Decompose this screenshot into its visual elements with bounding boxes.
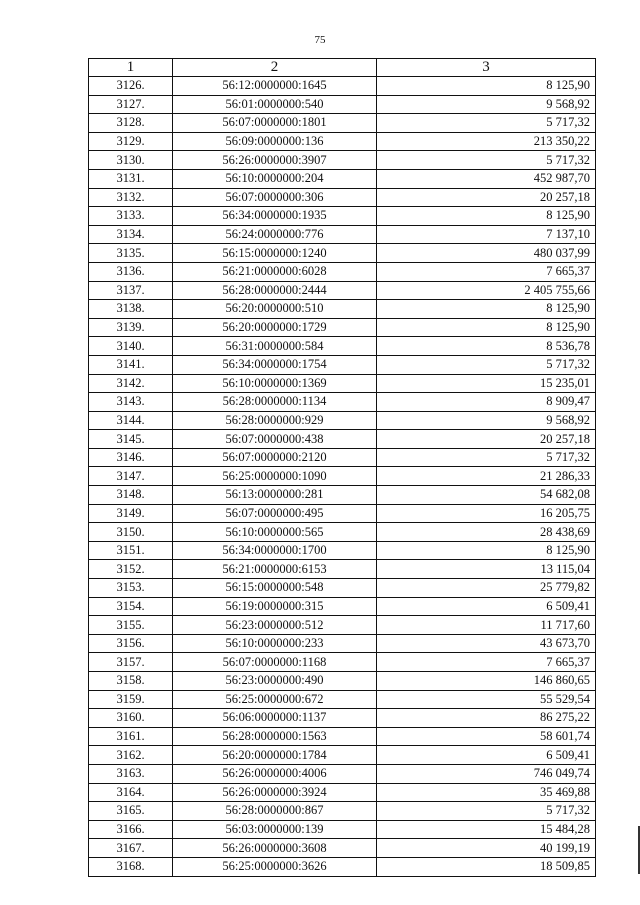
cadastral-number: 56:31:0000000:584	[173, 337, 377, 356]
table-row	[89, 244, 596, 263]
row-number: 3131.	[89, 169, 173, 188]
cadastral-number: 56:12:0000000:1645	[173, 77, 377, 96]
table-row	[89, 355, 596, 374]
value-amount: 213 350,22	[377, 132, 596, 151]
value-amount: 5 717,32	[377, 355, 596, 374]
table-row	[89, 132, 596, 151]
value-amount: 746 049,74	[377, 764, 596, 783]
value-amount: 8 536,78	[377, 337, 596, 356]
table-row	[89, 207, 596, 226]
value-amount: 452 987,70	[377, 169, 596, 188]
table-row	[89, 430, 596, 449]
row-number: 3166.	[89, 820, 173, 839]
cadastral-number: 56:19:0000000:315	[173, 597, 377, 616]
table-row	[89, 634, 596, 653]
cadastral-number: 56:21:0000000:6153	[173, 560, 377, 579]
cadastral-number: 56:24:0000000:776	[173, 225, 377, 244]
table-row	[89, 262, 596, 281]
table-row	[89, 802, 596, 821]
table-row	[89, 653, 596, 672]
value-amount: 35 469,88	[377, 783, 596, 802]
table-row	[89, 709, 596, 728]
cadastral-number: 56:07:0000000:1801	[173, 114, 377, 133]
cadastral-number: 56:34:0000000:1700	[173, 541, 377, 560]
table-row	[89, 727, 596, 746]
row-number: 3148.	[89, 486, 173, 505]
value-amount: 20 257,18	[377, 188, 596, 207]
value-amount: 5 717,32	[377, 802, 596, 821]
table-row	[89, 616, 596, 635]
cadastral-number: 56:25:0000000:3626	[173, 857, 377, 876]
row-number: 3156.	[89, 634, 173, 653]
row-number: 3147.	[89, 467, 173, 486]
value-amount: 6 509,41	[377, 746, 596, 765]
table-row	[89, 77, 596, 96]
row-number: 3167.	[89, 839, 173, 858]
table-row	[89, 504, 596, 523]
value-amount: 13 115,04	[377, 560, 596, 579]
cadastral-number: 56:28:0000000:1563	[173, 727, 377, 746]
row-number: 3163.	[89, 764, 173, 783]
cadastral-number: 56:07:0000000:306	[173, 188, 377, 207]
row-number: 3135.	[89, 244, 173, 263]
cadastral-number: 56:15:0000000:548	[173, 579, 377, 598]
cadastral-number: 56:09:0000000:136	[173, 132, 377, 151]
table-row	[89, 783, 596, 802]
table-row	[89, 597, 596, 616]
row-number: 3141.	[89, 355, 173, 374]
value-amount: 5 717,32	[377, 114, 596, 133]
value-amount: 7 137,10	[377, 225, 596, 244]
value-amount: 8 125,90	[377, 207, 596, 226]
value-amount: 21 286,33	[377, 467, 596, 486]
cadastral-number: 56:07:0000000:438	[173, 430, 377, 449]
cadastral-number: 56:23:0000000:512	[173, 616, 377, 635]
cadastral-number: 56:34:0000000:1754	[173, 355, 377, 374]
cadastral-number: 56:26:0000000:3924	[173, 783, 377, 802]
value-amount: 7 665,37	[377, 653, 596, 672]
cadastral-number: 56:28:0000000:1134	[173, 393, 377, 412]
value-amount: 6 509,41	[377, 597, 596, 616]
row-number: 3164.	[89, 783, 173, 802]
row-number: 3160.	[89, 709, 173, 728]
cadastral-number: 56:03:0000000:139	[173, 820, 377, 839]
value-amount: 9 568,92	[377, 411, 596, 430]
value-amount: 2 405 755,66	[377, 281, 596, 300]
table-row	[89, 541, 596, 560]
table-row	[89, 95, 596, 114]
cadastral-number: 56:25:0000000:672	[173, 690, 377, 709]
row-number: 3168.	[89, 857, 173, 876]
value-amount: 40 199,19	[377, 839, 596, 858]
value-amount: 15 235,01	[377, 374, 596, 393]
table-row	[89, 393, 596, 412]
row-number: 3155.	[89, 616, 173, 635]
value-amount: 7 665,37	[377, 262, 596, 281]
cadastral-number: 56:25:0000000:1090	[173, 467, 377, 486]
cadastral-table	[88, 58, 596, 877]
table-row	[89, 374, 596, 393]
table-row	[89, 151, 596, 170]
row-number: 3128.	[89, 114, 173, 133]
row-number: 3162.	[89, 746, 173, 765]
row-number: 3161.	[89, 727, 173, 746]
row-number: 3143.	[89, 393, 173, 412]
cadastral-number: 56:15:0000000:1240	[173, 244, 377, 263]
value-amount: 8 125,90	[377, 300, 596, 319]
cadastral-number: 56:10:0000000:1369	[173, 374, 377, 393]
cadastral-number: 56:13:0000000:281	[173, 486, 377, 505]
value-amount: 25 779,82	[377, 579, 596, 598]
row-number: 3134.	[89, 225, 173, 244]
cadastral-number: 56:26:0000000:4006	[173, 764, 377, 783]
cadastral-number: 56:10:0000000:233	[173, 634, 377, 653]
row-number: 3145.	[89, 430, 173, 449]
cadastral-number: 56:28:0000000:867	[173, 802, 377, 821]
value-amount: 5 717,32	[377, 151, 596, 170]
value-amount: 18 509,85	[377, 857, 596, 876]
value-amount: 55 529,54	[377, 690, 596, 709]
table-row	[89, 746, 596, 765]
row-number: 3138.	[89, 300, 173, 319]
column-header-1: 1	[89, 59, 173, 77]
value-amount: 58 601,74	[377, 727, 596, 746]
table-row	[89, 690, 596, 709]
page-number: 75	[314, 34, 326, 46]
value-amount: 8 125,90	[377, 318, 596, 337]
cadastral-number: 56:28:0000000:2444	[173, 281, 377, 300]
row-number: 3140.	[89, 337, 173, 356]
cadastral-number: 56:07:0000000:495	[173, 504, 377, 523]
row-number: 3152.	[89, 560, 173, 579]
table-row	[89, 448, 596, 467]
table-row	[89, 839, 596, 858]
value-amount: 8 909,47	[377, 393, 596, 412]
row-number: 3150.	[89, 523, 173, 542]
table-row	[89, 579, 596, 598]
table-row	[89, 411, 596, 430]
table-row	[89, 857, 596, 876]
cadastral-number: 56:23:0000000:490	[173, 672, 377, 691]
value-amount: 16 205,75	[377, 504, 596, 523]
cadastral-number: 56:07:0000000:2120	[173, 448, 377, 467]
row-number: 3153.	[89, 579, 173, 598]
row-number: 3127.	[89, 95, 173, 114]
table-row	[89, 318, 596, 337]
table-row	[89, 820, 596, 839]
row-number: 3157.	[89, 653, 173, 672]
row-number: 3154.	[89, 597, 173, 616]
row-number: 3149.	[89, 504, 173, 523]
row-number: 3159.	[89, 690, 173, 709]
row-number: 3144.	[89, 411, 173, 430]
table-row	[89, 114, 596, 133]
row-number: 3133.	[89, 207, 173, 226]
value-amount: 28 438,69	[377, 523, 596, 542]
table-header-row	[89, 59, 596, 77]
row-number: 3165.	[89, 802, 173, 821]
table-row	[89, 764, 596, 783]
cadastral-number: 56:20:0000000:510	[173, 300, 377, 319]
table-row	[89, 672, 596, 691]
table-row	[89, 467, 596, 486]
cadastral-number: 56:21:0000000:6028	[173, 262, 377, 281]
row-number: 3130.	[89, 151, 173, 170]
table-row	[89, 225, 596, 244]
row-number: 3126.	[89, 77, 173, 96]
cadastral-number: 56:34:0000000:1935	[173, 207, 377, 226]
value-amount: 86 275,22	[377, 709, 596, 728]
table-row	[89, 169, 596, 188]
cadastral-number: 56:26:0000000:3907	[173, 151, 377, 170]
cadastral-number: 56:26:0000000:3608	[173, 839, 377, 858]
row-number: 3132.	[89, 188, 173, 207]
cadastral-number: 56:28:0000000:929	[173, 411, 377, 430]
cadastral-number: 56:07:0000000:1168	[173, 653, 377, 672]
table-body	[89, 77, 596, 877]
row-number: 3139.	[89, 318, 173, 337]
cadastral-number: 56:06:0000000:1137	[173, 709, 377, 728]
table-row	[89, 486, 596, 505]
column-header-3: 3	[377, 59, 596, 77]
value-amount: 480 037,99	[377, 244, 596, 263]
row-number: 3151.	[89, 541, 173, 560]
value-amount: 9 568,92	[377, 95, 596, 114]
value-amount: 8 125,90	[377, 541, 596, 560]
column-header-2: 2	[173, 59, 377, 77]
table-row	[89, 560, 596, 579]
row-number: 3136.	[89, 262, 173, 281]
table-row	[89, 300, 596, 319]
row-number: 3158.	[89, 672, 173, 691]
value-amount: 146 860,65	[377, 672, 596, 691]
cadastral-number: 56:20:0000000:1784	[173, 746, 377, 765]
table-row	[89, 188, 596, 207]
value-amount: 43 673,70	[377, 634, 596, 653]
value-amount: 54 682,08	[377, 486, 596, 505]
value-amount: 15 484,28	[377, 820, 596, 839]
table-row	[89, 281, 596, 300]
value-amount: 5 717,32	[377, 448, 596, 467]
value-amount: 11 717,60	[377, 616, 596, 635]
row-number: 3129.	[89, 132, 173, 151]
row-number: 3137.	[89, 281, 173, 300]
value-amount: 20 257,18	[377, 430, 596, 449]
table-row	[89, 523, 596, 542]
cadastral-number: 56:10:0000000:204	[173, 169, 377, 188]
cadastral-number: 56:01:0000000:540	[173, 95, 377, 114]
cadastral-number: 56:10:0000000:565	[173, 523, 377, 542]
table-row	[89, 337, 596, 356]
row-number: 3142.	[89, 374, 173, 393]
row-number: 3146.	[89, 448, 173, 467]
value-amount: 8 125,90	[377, 77, 596, 96]
cadastral-number: 56:20:0000000:1729	[173, 318, 377, 337]
